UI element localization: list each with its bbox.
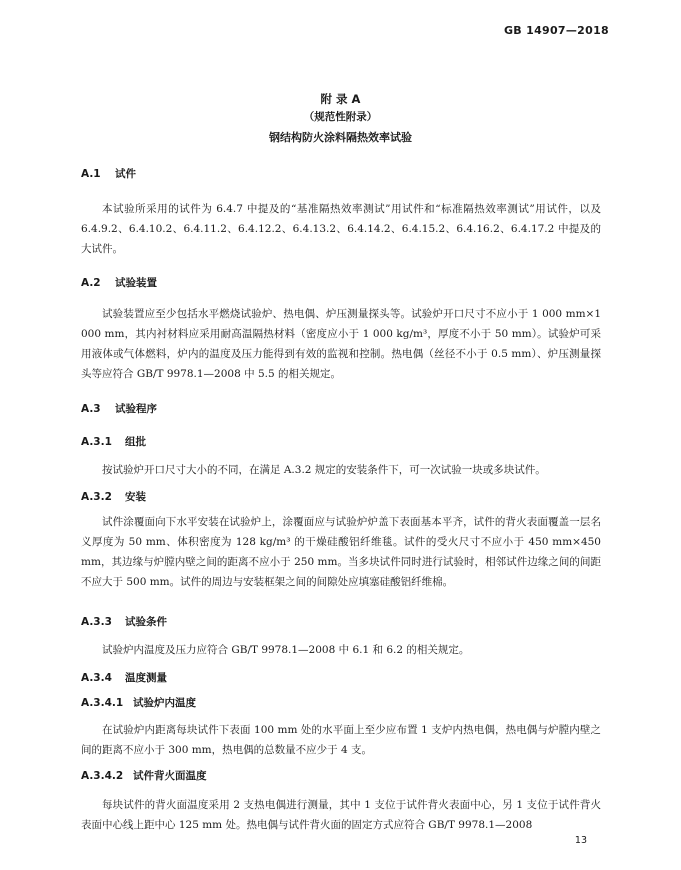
heading-title: 试验条件 [125, 616, 167, 628]
heading-title: 组批 [125, 436, 146, 448]
heading-number: A.3.4.2 [81, 770, 124, 782]
heading-title: 温度测量 [125, 672, 167, 684]
heading-a3-4 [81, 670, 167, 685]
heading-number: A.3.4.1 [81, 697, 124, 709]
annex-type: （规范性附录） [303, 111, 378, 123]
heading-a3 [81, 401, 157, 416]
annex-label: 附 录 A [320, 92, 361, 106]
annex-title: 钢结构防火涂料隔热效率试验 [269, 131, 412, 144]
heading-title: 试件背火面温度 [133, 770, 207, 782]
heading-number: A.3 [81, 403, 101, 415]
paragraph-a3-4-2: 每块试件的背火面温度采用 2 支热电偶进行测量，其中 1 支位于试件背火表面中心，另 1 支位于试件背火表面中心线上距中心 125 mm 处。热电偶与试件背火面的固定方式应符合 GB/T 9978.1—2008 [81, 799, 601, 831]
heading-number: A.3.4 [81, 672, 112, 684]
heading-a2 [81, 275, 157, 290]
page-number: 13 [574, 835, 587, 846]
heading-title: 试件 [115, 168, 136, 180]
heading-a1 [81, 166, 136, 181]
heading-a3-3 [81, 614, 167, 629]
heading-number: A.3.2 [81, 491, 112, 503]
heading-a3-4-2 [81, 768, 207, 783]
heading-number: A.3.3 [81, 616, 112, 628]
paragraph-a1: 本试验所采用的试件为 6.4.7 中提及的“基准隔热效率测试”用试件和“标准隔热效率测试”用试件，以及 6.4.9.2、6.4.10.2、6.4.11.2、6.4.12.2、6.4.13.2、6.4.14.2、6.4.15.2、6.4.16.2、6.4.17.2 中提及的大试件。 [81, 203, 601, 255]
paragraph-a3-1: 按试验炉开口尺寸大小的不同，在满足 A.3.2 规定的安装条件下，可一次试验一块或多块试件。 [102, 464, 546, 476]
heading-number: A.2 [81, 277, 101, 289]
heading-number: A.1 [81, 168, 101, 180]
heading-title: 安装 [125, 491, 146, 503]
standard-number: GB 14907—2018 [503, 24, 609, 37]
heading-a3-1 [81, 434, 146, 449]
paragraph-a2: 试验装置应至少包括水平燃烧试验炉、热电偶、炉压测量探头等。试验炉开口尺寸不应小于 1 000 mm×1 000 mm，其内衬材料应采用耐高温隔热材料（密度应小于 1 000 kg/m³，厚度不小于 50 mm）。试验炉可采用液体或气体燃料，炉内的温度及压力能得到有效的监视和控制。热电偶（丝径不小于 0.5 mm）、炉压测量探头等应符合 GB/T 9978.1—2008 中 5.5 的相关规定。 [81, 308, 601, 380]
paragraph-a3-3: 试验炉内温度及压力应符合 GB/T 9978.1—2008 中 6.1 和 6.2 的相关规定。 [102, 644, 470, 656]
heading-number: A.3.1 [81, 436, 112, 448]
paragraph-a3-2: 试件涂覆面向下水平安装在试验炉上，涂覆面应与试验炉炉盖下表面基本平齐，试件的背火表面覆盖一层名义厚度为 50 mm、体积密度为 128 kg/m³ 的干燥硅酸铝纤维毯。试件的受火尺寸不应小于 450 mm×450 mm，其边缘与炉膛内壁之间的距离不应小于 250 mm。当多块试件同时进行试验时，相邻试件边缘之间的间距不应大于 500 mm。试件的周边与安装框架之间的间隙处应填塞硅酸铝纤维棉。 [81, 516, 601, 588]
heading-title: 试验装置 [115, 277, 157, 289]
heading-title: 试验炉内温度 [133, 697, 196, 709]
heading-a3-2 [81, 489, 146, 504]
heading-title: 试验程序 [115, 403, 157, 415]
paragraph-a3-4-1: 在试验炉内距离每块试件下表面 100 mm 处的水平面上至少应布置 1 支炉内热电偶，热电偶与炉膛内壁之间的距离不应小于 300 mm，热电偶的总数量不应少于 4 支。 [81, 724, 601, 756]
heading-a3-4-1 [81, 695, 196, 710]
